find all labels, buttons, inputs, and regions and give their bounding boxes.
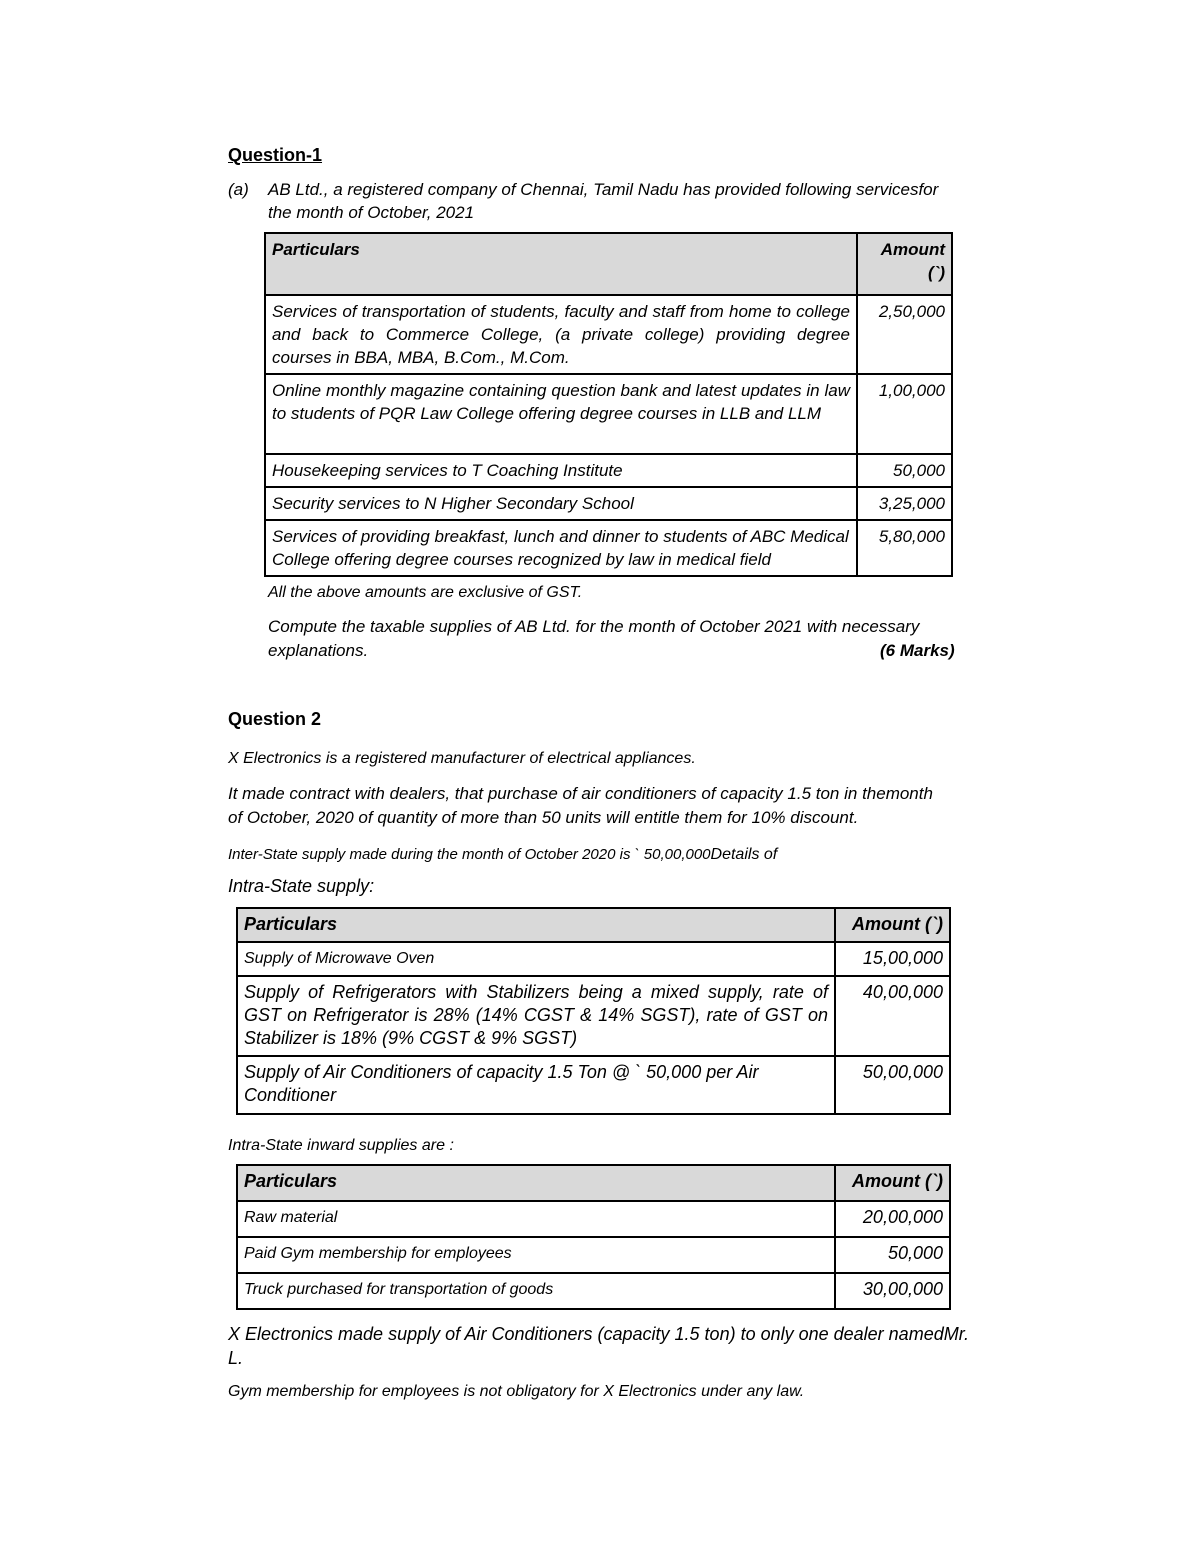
q2-para-6: Gym membership for employees is not obligatory for X Electronics under any law.	[228, 1383, 805, 1400]
q1-intro-line2: the month of October, 2021	[268, 203, 475, 222]
table-header-row	[237, 908, 950, 942]
row-amount: 50,000	[857, 454, 952, 487]
question-1-title: Question-1	[228, 145, 323, 165]
row-particulars: Housekeeping services to T Coaching Institute	[265, 454, 857, 487]
row-amount: 3,25,000	[857, 487, 952, 520]
table-row	[265, 454, 952, 487]
table-row	[237, 1237, 950, 1273]
q1-compute-line1: Compute the taxable supplies of AB Ltd. for the month of October 2021 with necessary	[268, 617, 920, 636]
q1-compute-line2: explanations.	[268, 641, 369, 660]
row-particulars: Online monthly magazine containing question bank and latest updates in law to students of PQR Law College offering degree courses in LLB and LLM	[265, 374, 857, 454]
q1-gst-note: All the above amounts are exclusive of GST.	[268, 584, 583, 601]
header-amount-line2: (`)	[928, 263, 945, 282]
q1-marks: (6 Marks)	[880, 641, 955, 660]
row-amount: 40,00,000	[835, 976, 950, 1056]
table-row	[265, 487, 952, 520]
header-amount	[857, 233, 952, 295]
table-row	[237, 942, 950, 976]
row-amount: 50,000	[835, 1237, 950, 1273]
q2-details-of-text: Details of	[710, 846, 778, 863]
row-amount: 15,00,000	[835, 942, 950, 976]
row-amount: 30,00,000	[835, 1273, 950, 1309]
q1-part-label: (a)	[228, 180, 249, 199]
header-amount: Amount (`)	[835, 908, 950, 942]
q2-para-2-line2: of October, 2020 of quantity of more than 50 units will entitle them for 10% discount.	[228, 808, 859, 827]
row-amount: 2,50,000	[857, 295, 952, 374]
q2-inter-state-text: Inter-State supply made during the month of October 2020 is ` 50,00,000	[228, 846, 711, 863]
q2-para-1: X Electronics is a registered manufacturer of electrical appliances.	[228, 750, 696, 767]
row-amount: 5,80,000	[857, 520, 952, 576]
row-particulars: Supply of Air Conditioners of capacity 1.5 Ton @ ` 50,000 per Air Conditioner	[237, 1056, 835, 1114]
table-row	[265, 520, 952, 576]
q2-intra-state-supply-table	[236, 907, 951, 1115]
table-row	[237, 1273, 950, 1309]
row-amount: 1,00,000	[857, 374, 952, 454]
row-particulars: Services of providing breakfast, lunch and dinner to students of ABC Medical College offering degree courses recognized by law in medical field	[265, 520, 857, 576]
table-row	[237, 976, 950, 1056]
header-particulars: Particulars	[265, 233, 857, 295]
table-header-row	[237, 1165, 950, 1201]
row-particulars: Services of transportation of students, faculty and staff from home to college and back to Commerce College, (a private college) providing degree courses in BBA, MBA, B.Com., M.Com.	[265, 295, 857, 374]
q2-inward-supplies-label: Intra-State inward supplies are :	[228, 1137, 454, 1154]
row-particulars: Truck purchased for transportation of goods	[237, 1273, 835, 1309]
header-amount-line1: Amount	[880, 240, 945, 259]
row-particulars: Security services to N Higher Secondary School	[265, 487, 857, 520]
q2-para-3	[228, 842, 777, 866]
q1-intro-line1: AB Ltd., a registered company of Chennai, Tamil Nadu has provided following servicesfor	[268, 180, 939, 199]
table-row	[265, 295, 952, 374]
q2-para-5-line2: L.	[228, 1348, 244, 1368]
q1-services-table	[264, 232, 953, 577]
header-amount: Amount (`)	[835, 1165, 950, 1201]
table-row	[265, 374, 952, 454]
table-header-row	[265, 233, 952, 295]
row-particulars: Paid Gym membership for employees	[237, 1237, 835, 1273]
q2-para-2-line1: It made contract with dealers, that purchase of air conditioners of capacity 1.5 ton in themonth	[228, 784, 933, 803]
q2-inward-supplies-table	[236, 1164, 951, 1310]
row-amount: 20,00,000	[835, 1201, 950, 1237]
table-row	[237, 1201, 950, 1237]
q2-para-5-line1: X Electronics made supply of Air Conditioners (capacity 1.5 ton) to only one dealer namedMr.	[228, 1324, 970, 1344]
question-2-title: Question 2	[228, 709, 322, 729]
row-particulars: Supply of Refrigerators with Stabilizers being a mixed supply, rate of GST on Refrigerator is 28% (14% CGST & 14% SGST), rate of GST on Stabilizer is 18% (9% CGST & 9% SGST)	[237, 976, 835, 1056]
row-particulars: Supply of Microwave Oven	[237, 942, 835, 976]
q2-intra-state-heading: Intra-State supply:	[228, 876, 375, 896]
header-particulars: Particulars	[237, 1165, 835, 1201]
row-particulars: Raw material	[237, 1201, 835, 1237]
header-particulars: Particulars	[237, 908, 835, 942]
table-row	[237, 1056, 950, 1114]
row-amount: 50,00,000	[835, 1056, 950, 1114]
